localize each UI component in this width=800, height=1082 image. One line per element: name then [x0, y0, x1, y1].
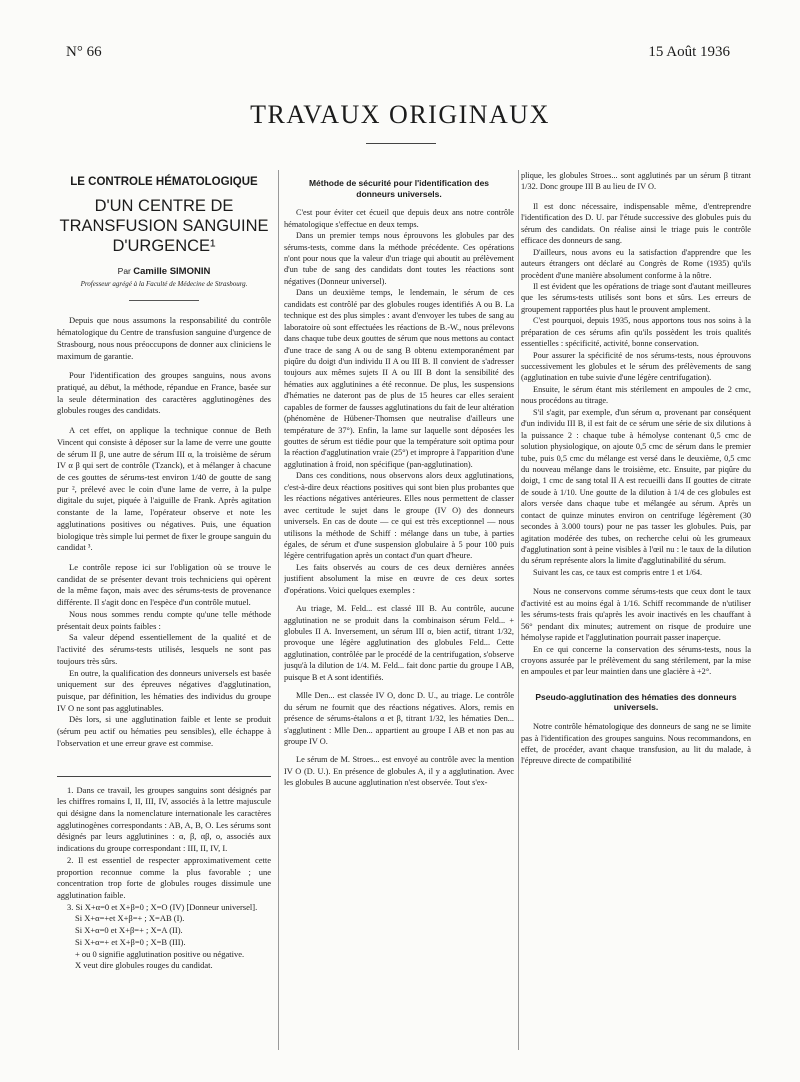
- author-name: Camille SIMONIN: [133, 266, 211, 278]
- article-title-line-1: LE CONTROLE HÉMATOLOGIQUE: [70, 176, 258, 188]
- footnote-formula: + ou 0 signifie agglutination positive ou négative.: [75, 948, 245, 959]
- paragraph: Nous ne conservons comme sérums-tests que ceux dont le taux d'activité est au moins égal à 1/16. Schiff recommande de n'utiliser les sérums-tests frais qu'après les avoir inactivés en les chauffant à 56° pendant dix minutes; autrement on risque de produire une hémolyse rapide et l'agglutination pourrait passer inaperçue.: [521, 587, 751, 643]
- issue-date: 15 Août 1936: [648, 44, 730, 60]
- paragraph: Pour l'identification des groupes sanguins, nous avons pratiqué, au début, la méthode, répandue en France, basée sur la seule détermination des caractères agglutinogènes des globules rouges des candidats.: [57, 370, 271, 416]
- paragraph: Ensuite, le sérum étant mis stérilement en ampoules de 2 cmc, nous procédons au titrage.: [521, 384, 751, 406]
- paragraph: Pour assurer la spécificité de nos sérums-tests, nous éprouvons successivement les globules et le sérum des prélèvements de sang (agglutination en tube suivie d'une légère centrifugation).: [521, 350, 751, 383]
- paragraph: Il est évident que les opérations de triage sont d'autant meilleures que les sérums-tests utilisés sont bons et sûrs. Les erreurs de groupement rapportées plus haut le prouvent amplement.: [521, 281, 751, 314]
- author-line: [57, 266, 271, 277]
- footnote-divider: [57, 776, 271, 777]
- article-title-line-2: D'UN CENTRE DE TRANSFUSION SANGUINE D'URGENCE¹: [59, 197, 269, 256]
- paragraph: Nous nous sommes rendu compte qu'une telle méthode présentait deux points faibles :: [57, 608, 271, 631]
- column-1: [57, 170, 271, 972]
- paragraph: En ce qui concerne la conservation des sérums-tests, nous la croyons assurée par le prélèvement du sang stérilement, par la mise en ampoules et par leur maintien dans une glacière à +2°.: [521, 644, 751, 677]
- section-title: TRAVAUX ORIGINAUX: [250, 100, 550, 129]
- paragraph: Suivant les cas, ce taux est compris entre 1 et 1/64.: [533, 567, 703, 577]
- paragraph: En outre, la qualification des donneurs universels est basée uniquement sur des épreuves négatives d'agglutination, puisque, par définition, les hématies des individus du groupe IV O ne sont pas agglutinables.: [57, 667, 271, 713]
- issue-number: N° 66: [66, 44, 102, 60]
- paragraph: plique, les globules Stroes... sont agglutinés par un sérum β titrant 1/32. Donc groupe III B au lieu de IV O.: [521, 171, 751, 192]
- title-divider: [129, 300, 199, 301]
- subheading: Pseudo-agglutination des hématies des donneurs universels.: [535, 691, 737, 713]
- case-example: Mlle Den... est classée IV O, donc D. U., au triage. Le contrôle du sérum ne fournit que des réactions négatives. Alors, remis en présence de sérums-étalons α et β, titrant 1/32, les hématies Den... s'agglutinent : Mlle Den... appartient au groupe I AB et non pas au groupe IV O.: [284, 691, 514, 746]
- paragraph: Dans un deuxième temps, le lendemain, le sérum de ces candidats est contrôlé par des globules rouges identifiés A ou B. La technique est des plus simples : avant d'envoyer les tubes de sang au laboratoire où sont effectuées les réactions de B.-W., nous prélevons dans chaque tube deux gouttes de sérum que nous mettons au contact d'une trace de sang A ou de sang B obtenu extemporanément par piqûre du doigt d'un individu II A ou III B. Il convient de s'adresser toujours aux mêmes sujets II A ou III B dont la sensibilité des hématies aux agglutinines a été reconnue. De plus, les suspensions d'hématies ne dateront pas de plus de 15 heures car elles seraient capables de former de fausses agglutinations du fait de leur altération (phénomène de Hübener-Thomsen que neutralise d'ailleurs une température de 37°). Enfin, la lame sur laquelle sont déposées les gouttes de sérum est tiédie pour que la température soit optima pour la réaction d'agglutination vraie (25°) et impropre à l'apparition d'une agglutination à froid, non spécifique (pan-agglutination).: [284, 288, 514, 469]
- paragraph: Dès lors, si une agglutination faible et lente se produit (sérum peu actif ou hématies peu sensibles), elle échappe à l'observation et une erreur grave est commise.: [57, 714, 271, 748]
- column-divider-1: [278, 170, 279, 1050]
- paragraph: Dans un premier temps nous éprouvons les globules par des sérums-tests, comme dans la méthode précédente. Ces opérations n'ont pour nous que la valeur d'un triage qui aboutit au prélèvement d'un tube de sang des candidats dont toutes les réactions sont négatives (Donneur universel).: [284, 231, 514, 286]
- column-3: [521, 170, 751, 767]
- footnote-formula: Si X+α=+ et X+β=0 ; X=B (III).: [75, 936, 186, 947]
- column-divider-2: [518, 170, 519, 1050]
- paragraph: Dans ces conditions, nous observons alors deux agglutinations, c'est-à-dire deux réactions positives qui sont bien plus probantes que les réactions négatives antérieures. Elles nous permettent de classer avec certitude le sujet dans le groupe (IV O) des donneurs universels. En cas de doute — ce qui est très exceptionnel — nous utilisons la méthode de Schiff : mélange dans un tube, à parties égales, de sérum et d'une suspension globulaire à 5 pour 100 puis légère centrifugation après un contact d'un quart d'heure.: [284, 471, 514, 561]
- paragraph: S'il s'agit, par exemple, d'un sérum α, provenant par conséquent d'un individu III B, il est fait de ce sérum une série de six dilutions à la puissance 2 : chaque tube à hémolyse contenant 0,5 cmc de solution physiologique, on ajoute 0,5 cmc de sérum dans le premier tube, puis 0,5 cmc du mélange est versé dans le deuxième, 0,5 cmc du nouveau mélange dans le troisième, etc. Ensuite, par piqûre du doigt, 1 cmc de sang total II A est recueilli dans II gouttes de citrate de soude à 1/10. Une goutte de la dilution à 1/4 de ces globules est alors versée dans chaque tube et mélangée au sérum. Après un contact de quinze minutes environ on centrifuge légèrement (30 secondes à 3.000 tours) pour ne pas tasser les globules. Puis, par agitation modérée des tubes, on recherche celui où les grumeaux d'agglutination sont à peine visibles à l'œil nu : le taux de la dilution du sérum représente alors la limite d'agglutinabilité du sérum.: [521, 407, 751, 566]
- paragraph: C'est pourquoi, depuis 1935, nous apportons tous nos soins à la préparation de ces sérums afin qu'ils possèdent les trois qualités essentielles : spécificité, activité, bonne conservation.: [521, 316, 751, 349]
- paragraph: D'ailleurs, nous avons eu la satisfaction d'apprendre que les auteurs étrangers ont déclaré au Congrès de Rome (1935) qu'ils procèdent d'une manière absolument conforme à la nôtre.: [521, 247, 751, 280]
- footnote-formula: Si X+α=+et X+β=+ ; X=AB (I).: [75, 913, 185, 924]
- subheading: Méthode de sécurité pour l'identification des donneurs universels.: [308, 178, 490, 199]
- author-affiliation: Professeur agrégé à la Faculté de Médecine de Strasbourg.: [80, 280, 248, 289]
- paragraph: Les faits observés au cours de ces deux dernières années justifient absolument la mise en œuvre de ces deux sortes d'opérations. Voici quelques exemples :: [284, 562, 514, 595]
- paragraph: Sa valeur dépend essentiellement de la qualité et de l'activité des sérums-tests utilisés, lesquels ne sont pas toujours très sûrs.: [57, 632, 271, 666]
- paragraph: Il est donc nécessaire, indispensable même, d'entreprendre l'identification des D. U. par l'étude successive des globules puis du sérum des candidats. On réalise ainsi le triage puis le contrôle efficace des donneurs de sang.: [521, 201, 751, 246]
- case-example: Au triage, M. Feld... est classé III B. Au contrôle, aucune agglutination ne se produit dans la combinaison sérum Feld... + globules II A. Inversement, un sérum III α, bien actif, titrant 1/32, provoque une légère agglutination des globules Feld... Cette agglutination, contrôlée par le procédé de la centrifugation, s'observe jusqu'à la dilution de 1/4. M. Feld... fait donc partie du groupe I AB, puisque B et A sont identifiés.: [284, 604, 514, 682]
- footnote: 3. Si X+α=0 et X+β=0 ; X=O (IV) [Donneur universel].: [67, 901, 258, 912]
- paragraph: Depuis que nous assumons la responsabilité du contrôle hématologique du Centre de transfusion sanguine d'urgence de Strasbourg, nous nous préoccupons de donner aux cliniciens le maximum de garantie.: [57, 315, 271, 361]
- footnote: 2. Il est essentiel de respecter approximativement cette proportion reconnue comme la plus favorable ; une concentration trop forte de globules rouges dissimule une agglutination faible.: [57, 854, 271, 900]
- paragraph: C'est pour éviter cet écueil que depuis deux ans notre contrôle hématologique s'effectue en deux temps.: [284, 208, 514, 229]
- article-title: [57, 176, 271, 256]
- paragraph: Le contrôle repose ici sur l'obligation où se trouve le candidat de se présenter devant trois techniciens qui opèrent de la même façon, mais avec des sérums-tests de provenance différente. Il s'agit donc en l'espèce d'un contrôle mutuel.: [57, 562, 271, 608]
- footnote: 1. Dans ce travail, les groupes sanguins sont désignés par les chiffres romains I, II, III, IV, associés à la lettre majuscule qui désigne dans la nomenclature internationale les caractères agglutinogènes correspondants : AB, A, B, O. Les sérums sont désignés par leurs agglutinines : α, β, αβ, o, associés aux indications du groupe correspondant : III, II, IV, I.: [57, 784, 271, 854]
- section-divider: [366, 143, 436, 144]
- paragraph: A cet effet, on applique la technique connue de Beth Vincent qui consiste à déposer sur la lame de verre une goutte de sérum II β, une autre de sérum III α, la troisième de sérum IV α β qui sert de contrôle (Tzanck), et à mélanger à chacune de ces gouttes de sérums-test environ 1/40 de goutte de sang pur ², prélevé avec le coin d'une lame de verre, à la pulpe digitale du sujet, piquée à l'aiguille de Frank. Après agitation constante de la lame, l'opérateur observe et note les agglutinations positives ou négatives. Puis, une équation biologique très simple lui permet de fixer le groupe sanguin du candidat ³.: [57, 425, 271, 553]
- footnote-formula: Si X+α=0 et X+β=+ ; X=A (II).: [75, 925, 183, 936]
- case-example: Le sérum de M. Stroes... est envoyé au contrôle avec la mention IV O (D. U.). En présence de globules A, il y a agglutination. Avec les globules B aucune agglutination n'est observée. Tout s'ex-: [284, 755, 514, 788]
- author-prefix: Par: [117, 266, 131, 277]
- paragraph: Notre contrôle hématologique des donneurs de sang ne se limite pas à l'identification des groupes sanguins. Nous recommandons, en effet, de procéder, avant chaque transfusion, au lit du malade, à l'épreuve directe de compatibilité: [521, 722, 751, 766]
- footnote-formula: X veut dire globules rouges du candidat.: [75, 960, 213, 971]
- column-2: [284, 170, 514, 789]
